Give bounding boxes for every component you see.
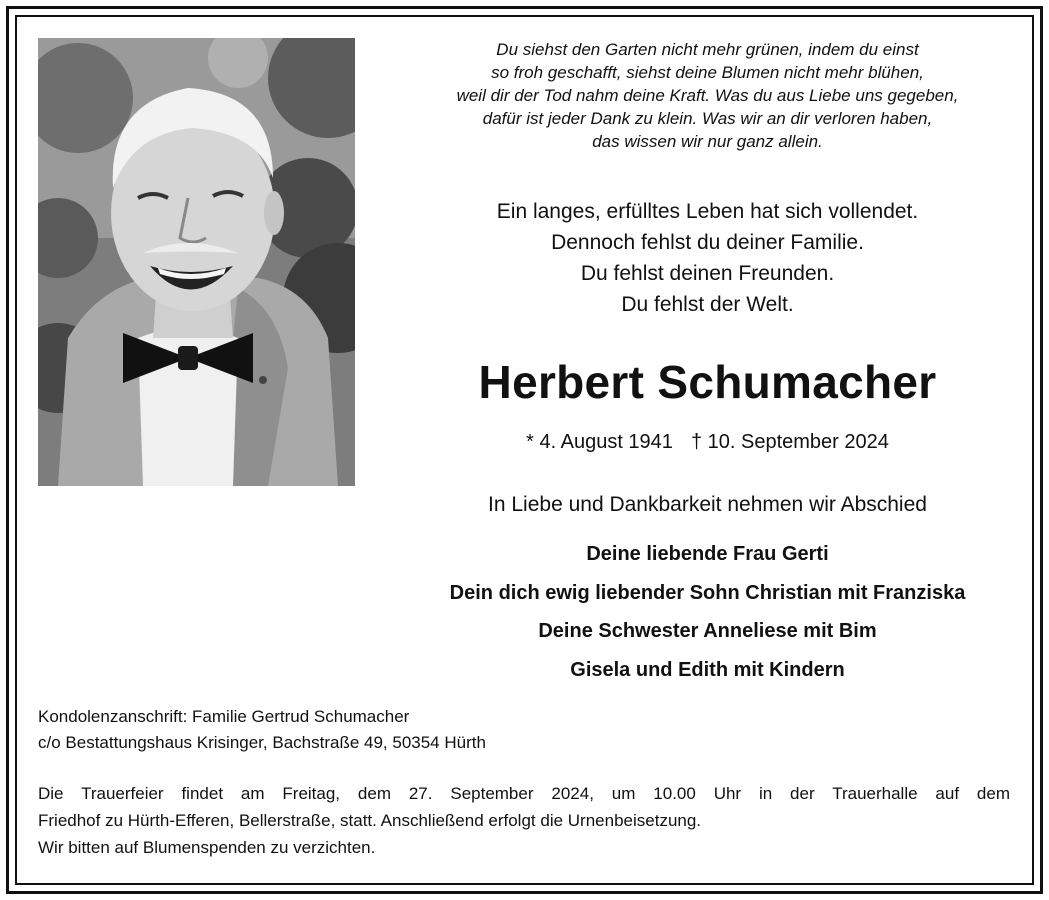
mourners-list (380, 535, 1035, 689)
poem-line: weil dir der Tod nahm deine Kraft. Was du aus Liebe uns gegeben, (456, 86, 959, 105)
tribute-line: Du fehlst der Welt. (621, 293, 794, 316)
poem-line: das wissen wir nur ganz allein. (592, 132, 823, 151)
poem (380, 38, 1035, 153)
tribute-line: Dennoch fehlst du deiner Familie. (551, 231, 864, 254)
portrait-photo (38, 38, 355, 486)
farewell-line: In Liebe und Dankbarkeit nehmen wir Abschied (488, 493, 927, 516)
deceased-name: Herbert Schumacher (478, 356, 937, 408)
mourner: Deine Schwester Anneliese mit Bim (538, 620, 877, 642)
poem-line: Du siehst den Garten nicht mehr grünen, indem du einst (496, 40, 919, 59)
poem-line: dafür ist jeder Dank zu klein. Was wir an dir verloren haben, (482, 109, 933, 128)
mourner: Gisela und Edith mit Kindern (570, 658, 845, 681)
condolence-line: c/o Bestattungshaus Krisinger, Bachstraße 49, 50354 Hürth (38, 733, 486, 752)
mourner: Deine liebende Frau Gerti (586, 543, 829, 565)
service-line: Die Trauerfeier findet am Freitag, dem 27. September 2024, um 10.00 Uhr in der Trauerhalle auf dem (38, 784, 1010, 803)
tribute-line: Ein langes, erfülltes Leben hat sich vollendet. (496, 200, 919, 223)
service-info (38, 780, 1010, 861)
service-line: Wir bitten auf Blumenspenden zu verzichten. (38, 838, 376, 857)
poem-line: so froh geschafft, siehst deine Blumen nicht mehr blühen, (491, 63, 924, 82)
mourner: Dein dich ewig liebender Sohn Christian mit Franziska (449, 581, 966, 604)
tribute-line: Du fehlst deinen Freunden. (580, 262, 835, 285)
tribute (380, 196, 1035, 320)
birth-date: * 4. August 1941 (526, 431, 673, 453)
service-line: Friedhof zu Hürth-Efferen, Bellerstraße, statt. Anschließend erfolgt die Urnenbeisetzung. (38, 811, 702, 830)
condolence-address (38, 704, 938, 756)
life-dates (380, 428, 1035, 456)
death-date: † 10. September 2024 (690, 431, 889, 453)
condolence-line: Kondolenzanschrift: Familie Gertrud Schumacher (38, 707, 410, 726)
